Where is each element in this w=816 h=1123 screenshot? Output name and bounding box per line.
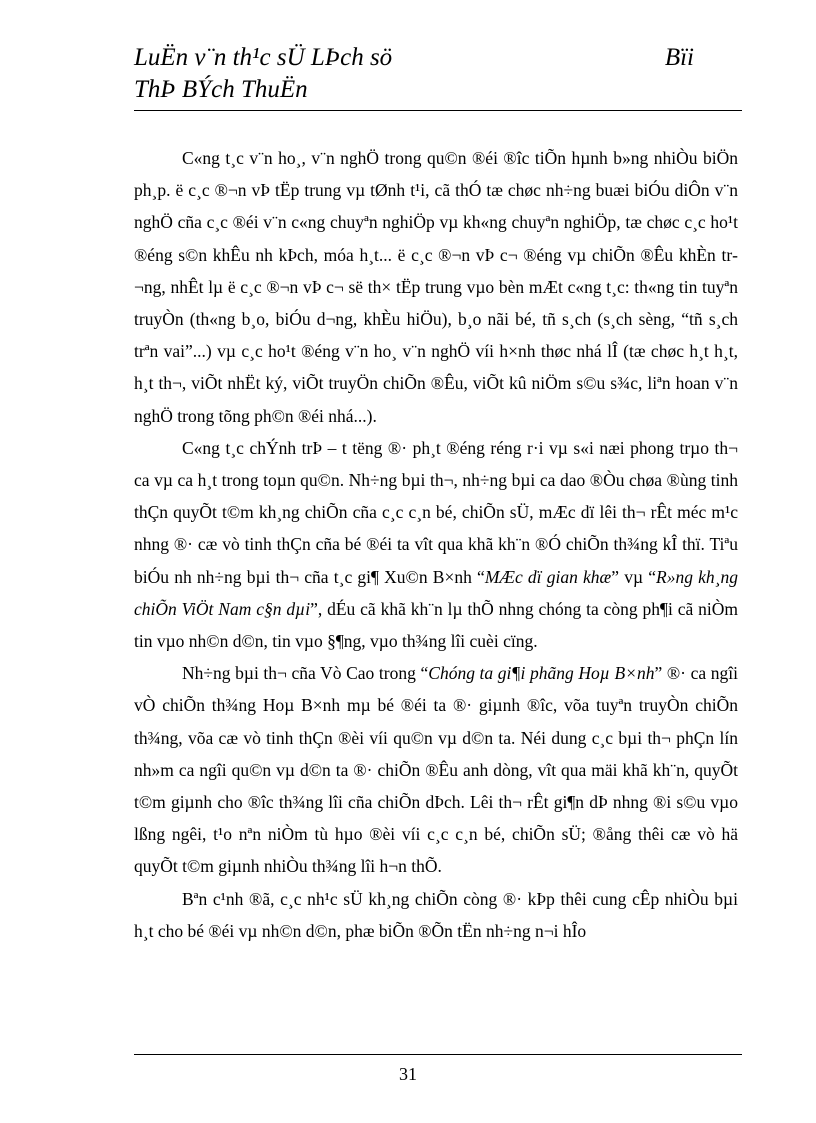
paragraph-2-text: C«ng t¸c chÝnh trÞ – t tëng ®· ph¸t ®éng réng r·i vµ s«i næi phong trµo th¬ ca vµ ca h¸t trong toµn qu©n. Nh÷ng bµi th¬, nh÷ng bµi ca dao ®Òu chøa ®ùng tinh thÇn quyÕt t©m kh¸ng chiÕn cña c¸c c¸n bé, chiÕn sÜ, mÆc dï lêi th¬ rÊt méc m¹c nhng ®· cæ vò tinh thÇn cña bé ®éi ta vît qua khã kh¨n ®Ó chiÕn th¾ng kÎ thï. Tiªu biÓu nh nh÷ng bµi th¬ cña t¸c gi¶ Xu©n B×nh bbox=[134, 437, 738, 587]
footer-divider bbox=[134, 1054, 742, 1055]
body-text bbox=[134, 142, 738, 947]
paragraph-2-mid: ” vµ “ bbox=[611, 566, 656, 587]
running-header bbox=[134, 42, 742, 106]
poem-title-3: Chóng ta gi¶i phãng Hoµ B×nh bbox=[428, 663, 655, 684]
paragraph-2-tail: ”, dÉu cã khã kh¨n lµ thÕ nhng chóng ta còng ph¶i cã niÒm tin vµo nh©n d©n, tin vµo §¶ng, vµo th¾ng lîi cuèi cïng. bbox=[134, 598, 738, 652]
paragraph-3-text: Nh÷ng bµi th¬ cña Vò Cao trong bbox=[182, 663, 421, 684]
paragraph-1 bbox=[134, 142, 738, 432]
header-title-line2: ThÞ BÝch ThuËn bbox=[134, 76, 308, 103]
header-divider bbox=[134, 110, 742, 111]
paragraph-3: Nh÷ng bµi th¬ cña Vò Cao trong “Chóng ta gi¶i phãng Hoµ B×nh” ®· ca ngîi vÒ chiÕn th¾ng Hoµ B×nh mµ bé ®éi ta ®· giµnh ®îc, võa tuyªn truyÒn chiÕn th¾ng, võa cæ vò tinh thÇn ®èi víi qu©n vµ d©n ta. Néi dung c¸c bµi th¬ phÇn lín nh»m ca ngîi qu©n vµ d©n ta ®· chiÕn ®Êu anh dòng, vît qua mäi khã kh¨n, quyÕt t©m giµnh cho ®îc th¾ng lîi cña chiÕn dÞch. Lêi th¬ rÊt gi¶n dÞ nhng ®i s©u vµo lßng ngêi, t¹o nªn niÒm tù hµo ®èi víi c¸c c¸n bé, chiÕn sÜ; ®ång thêi cæ vò hä quyÕt t©m giµnh nhiÒu th¾ng lîi h¬n thÕ. bbox=[134, 663, 738, 877]
poem-title-1: MÆc dï gian khæ bbox=[484, 566, 612, 587]
paragraph-2: C«ng t¸c chÝnh trÞ – t tëng ®· ph¸t ®éng réng r·i vµ s«i næi phong trµo th¬ ca vµ ca h¸t trong toµn qu©n. Nh÷ng bµi th¬, nh÷ng bµi ca dao ®Òu chøa ®ùng tinh thÇn quyÕt t©m kh¸ng chiÕn cña c¸c c¸n bé, chiÕn sÜ, mÆc dï lêi th¬ rÊt méc m¹c nhng ®· cæ vò tinh thÇn cña bé ®éi ta vît qua khã kh¨n ®Ó chiÕn th¾ng kÎ thï. Tiªu biÓu nh nh÷ng bµi th¬ cña t¸c gi¶ Xu©n B×nh “MÆc dï gian khæ” vµ “R»ng kh¸ng chiÕn ViÖt Nam c§n dµi”, dÉu cã khã kh¨n lµ thÕ nhng chóng ta còng ph¶i cã niÒm tin vµo nh©n d©n, tin vµo §¶ng, vµo th¾ng lîi cuèi cïng. bbox=[134, 437, 738, 652]
paragraph-4-text: Bªn c¹nh ®ã, c¸c nh¹c sÜ kh¸ng chiÕn còng ®· kÞp thêi cung cÊp nhiÒu bµi h¸t cho bé ®éi vµ nh©n d©n, phæ biÕn ®Õn tËn nh÷ng n¬i hÎo bbox=[134, 888, 738, 941]
header-author-short: Bïi bbox=[664, 44, 694, 71]
paragraph-1-text: C«ng t¸c v¨n ho¸, v¨n nghÖ trong qu©n ®éi ®îc tiÕn hµnh b»ng nhiÒu biÖn ph¸p. ë c¸c ®¬n vÞ tËp trung vµ tØnh t¹i, cã thÓ tæ chøc nh÷ng buæi biÓu diÔn v¨n nghÖ cña c¸c ®éi v¨n c«ng chuyªn nghiÖp vµ kh«ng chuyªn nghiÖp, tæ chøc c¸c ho¹t ®éng s©n khÊu nh kÞch, móa h¸t... ë c¸c ®¬n vÞ c¬ ®éng vµ chiÕn ®Êu khÈn tr¬ng, nhÊt lµ ë c¸c ®¬n vÞ c¬ së th× tËp trung vµo bèn mÆt c«ng t¸c: th«ng tin tuyªn truyÒn (th«ng b¸o, biÓu d¬ng, khÈu hiÖu), b¸o nãi bé, tñ s¸ch (s¸ch sèng, “tñ s¸ch trªn vai”...) vµ c¸c ho¹t ®éng v¨n ho¸ v¨n nghÖ víi h×nh thøc nhá lÎ (tæ chøc h¸t h¸t, h¸t th¬, viÕt nhËt ký, viÕt truyÖn chiÕn ®Êu, viÕt kû niÖm s©u s¾c, liªn hoan v¨n nghÖ trong tõng ph©n ®éi nhá...). bbox=[134, 148, 738, 426]
page-number: 31 bbox=[399, 1064, 417, 1084]
header-title-line1: LuËn v¨n th¹c sÜ LÞch sö bbox=[134, 44, 393, 71]
paragraph-4 bbox=[134, 883, 738, 947]
poem-title-2: R»ng kh¸ng chiÕn ViÖt Nam c§n dµi bbox=[134, 566, 738, 619]
paragraph-3-tail: ” ®· ca ngîi vÒ chiÕn th¾ng Hoµ B×nh mµ bé ®éi ta ®· giµnh ®îc, võa tuyªn truyÒn chiÕn th¾ng, võa cæ vò tinh thÇn ®èi víi qu©n vµ d©n ta. Néi dung c¸c bµi th¬ phÇn lín nh»m ca ngîi qu©n vµ d©n ta ®· chiÕn ®Êu anh dòng, vît qua mäi khã kh¨n, quyÕt t©m giµnh cho ®îc th¾ng lîi cña chiÕn dÞch. Lêi th¬ rÊt gi¶n dÞ nhng ®i s©u vµo lßng ngêi, t¹o nªn niÒm tù hµo ®èi víi c¸c c¸n bé, chiÕn sÜ; ®ång thêi cæ vò hä quyÕt t©m giµnh nhiÒu th¾ng lîi h¬n thÕ. bbox=[134, 663, 738, 877]
